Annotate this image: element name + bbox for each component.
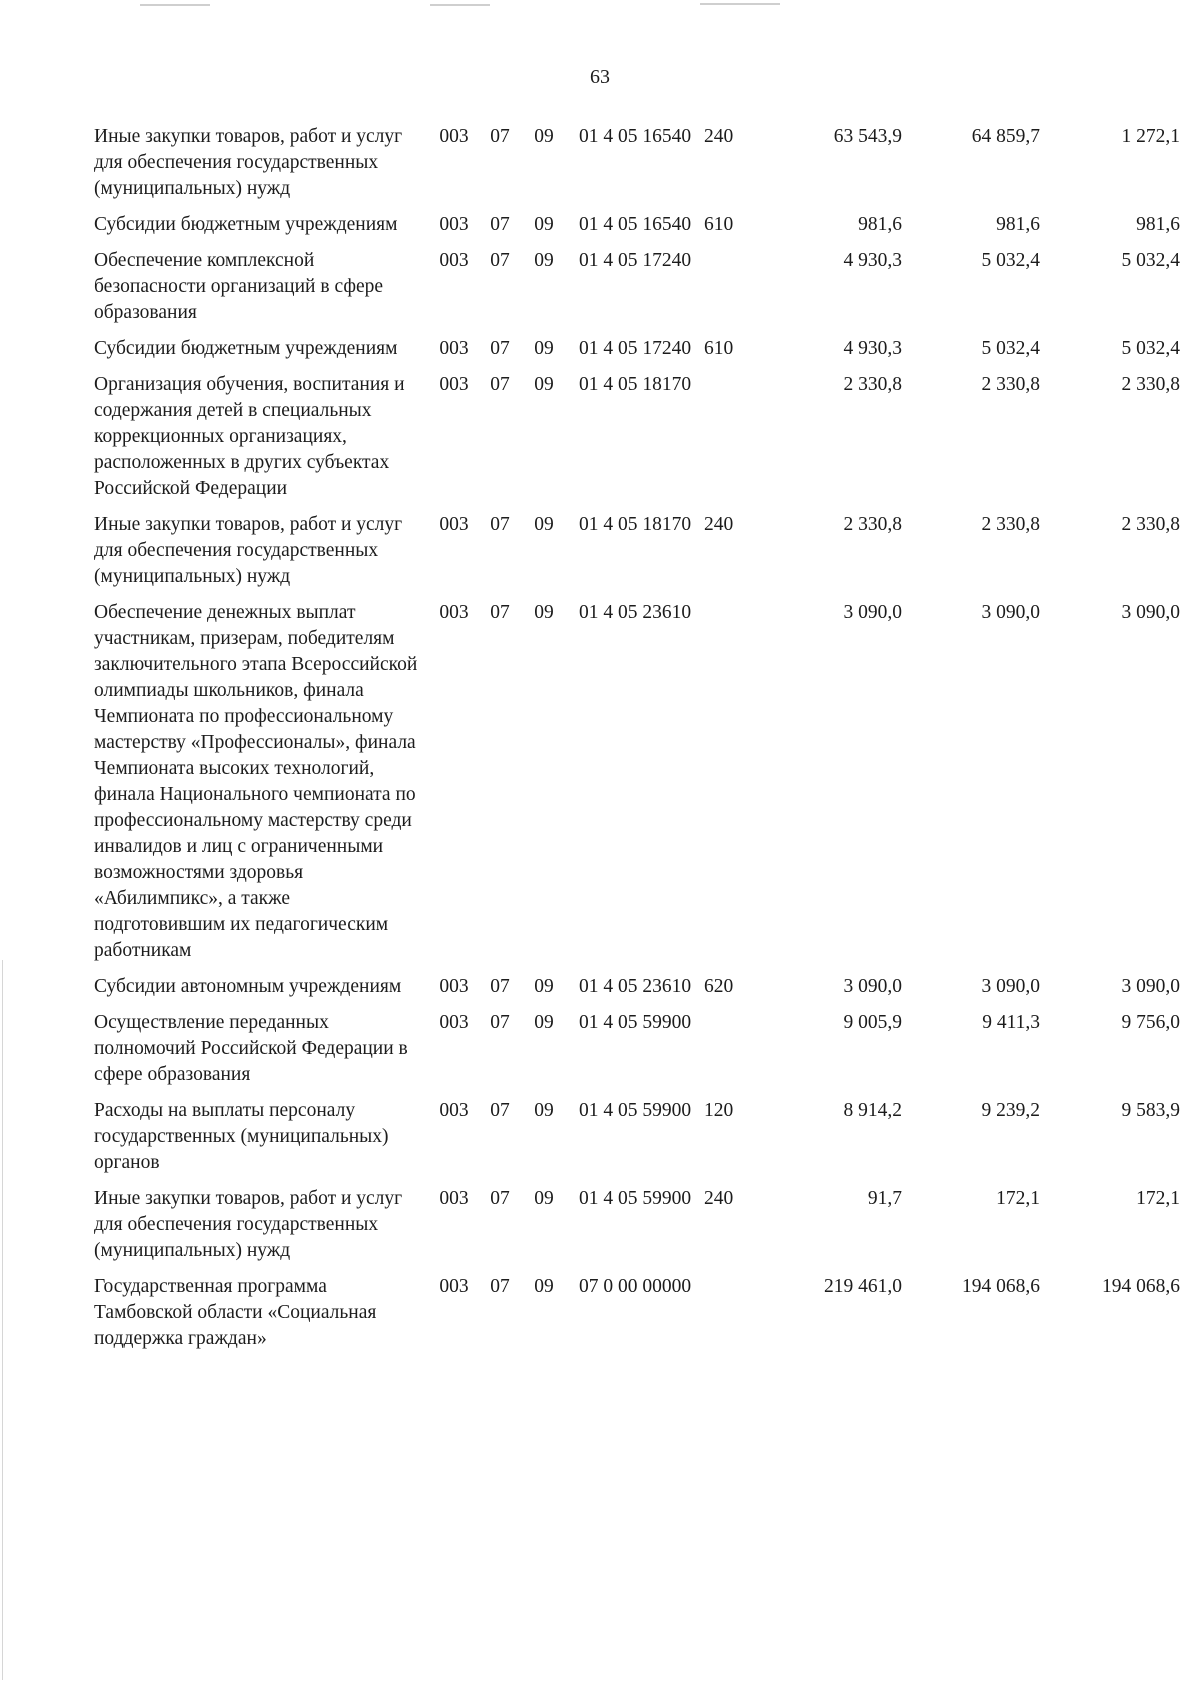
table-row	[94, 1010, 1180, 1098]
subsection-code: 09	[534, 338, 554, 359]
expense-type-code: 240	[704, 1188, 734, 1209]
expense-type-code: 610	[704, 214, 734, 235]
budget-table	[94, 124, 1180, 1362]
expense-name: Субсидии автономным учреждениям	[94, 976, 402, 997]
ministry-code: 003	[439, 1276, 469, 1297]
amount-year-3: 3 090,0	[1121, 976, 1180, 997]
expense-name: Иные закупки товаров, работ и услуг для обеспечения государственных (муниципальных) нужд	[94, 126, 403, 199]
amount-year-1: 219 461,0	[824, 1276, 902, 1297]
subsection-code: 09	[534, 976, 554, 997]
target-article-code: 01 4 05 17240	[578, 250, 692, 271]
target-article-code: 01 4 05 23610	[578, 976, 692, 997]
amount-year-1: 9 005,9	[843, 1012, 902, 1033]
scan-artifact	[700, 3, 780, 5]
amount-year-2: 172,1	[996, 1188, 1040, 1209]
expense-type-code: 240	[704, 126, 734, 147]
section-code: 07	[490, 250, 510, 271]
section-code: 07	[490, 514, 510, 535]
table-row	[94, 336, 1180, 372]
expense-name: Организация обучения, воспитания и содержания детей в специальных коррекционных организациях, расположенных в других субъектах Российской Федерации	[94, 374, 405, 499]
table-row	[94, 248, 1180, 336]
amount-year-2: 64 859,7	[971, 126, 1040, 147]
amount-year-3: 981,6	[1136, 214, 1180, 235]
section-code: 07	[490, 976, 510, 997]
subsection-code: 09	[534, 514, 554, 535]
ministry-code: 003	[439, 976, 469, 997]
amount-year-2: 981,6	[996, 214, 1040, 235]
amount-year-3: 1 272,1	[1121, 126, 1180, 147]
target-article-code: 01 4 05 18170	[578, 514, 692, 535]
expense-name: Расходы на выплаты персоналу государственных (муниципальных) органов	[94, 1100, 389, 1173]
amount-year-3: 2 330,8	[1121, 514, 1180, 535]
amount-year-3: 194 068,6	[1102, 1276, 1180, 1297]
expense-name: Обеспечение комплексной безопасности организаций в сфере образования	[94, 250, 384, 323]
target-article-code: 01 4 05 59900	[578, 1100, 692, 1121]
expense-type-code: 240	[704, 514, 734, 535]
expense-type-code: 620	[704, 976, 734, 997]
table-row	[94, 372, 1180, 512]
ministry-code: 003	[439, 602, 469, 623]
amount-year-1: 4 930,3	[843, 338, 902, 359]
subsection-code: 09	[534, 374, 554, 395]
target-article-code: 07 0 00 00000	[578, 1276, 692, 1297]
expense-type-code: 120	[704, 1100, 734, 1121]
table-row	[94, 124, 1180, 212]
amount-year-3: 5 032,4	[1121, 250, 1180, 271]
table-row	[94, 1186, 1180, 1274]
target-article-code: 01 4 05 18170	[578, 374, 692, 395]
ministry-code: 003	[439, 214, 469, 235]
table-body	[94, 124, 1180, 1362]
page-number: 63	[590, 66, 610, 88]
amount-year-2: 2 330,8	[981, 374, 1040, 395]
scan-artifact	[430, 4, 490, 6]
section-code: 07	[490, 1188, 510, 1209]
section-code: 07	[490, 1100, 510, 1121]
target-article-code: 01 4 05 59900	[578, 1012, 692, 1033]
scan-artifact	[140, 4, 210, 6]
amount-year-2: 5 032,4	[981, 338, 1040, 359]
table-row	[94, 600, 1180, 974]
target-article-code: 01 4 05 23610	[578, 602, 692, 623]
target-article-code: 01 4 05 16540	[578, 126, 692, 147]
amount-year-1: 91,7	[867, 1188, 902, 1209]
expense-name: Осуществление переданных полномочий Российской Федерации в сфере образования	[94, 1012, 408, 1085]
section-code: 07	[490, 602, 510, 623]
amount-year-1: 981,6	[858, 214, 902, 235]
subsection-code: 09	[534, 1188, 554, 1209]
ministry-code: 003	[439, 1012, 469, 1033]
subsection-code: 09	[534, 126, 554, 147]
amount-year-3: 3 090,0	[1121, 602, 1180, 623]
amount-year-3: 9 583,9	[1121, 1100, 1180, 1121]
table-row	[94, 974, 1180, 1010]
target-article-code: 01 4 05 16540	[578, 214, 692, 235]
amount-year-3: 172,1	[1136, 1188, 1180, 1209]
section-code: 07	[490, 374, 510, 395]
amount-year-2: 2 330,8	[981, 514, 1040, 535]
subsection-code: 09	[534, 602, 554, 623]
section-code: 07	[490, 1276, 510, 1297]
subsection-code: 09	[534, 250, 554, 271]
section-code: 07	[490, 1012, 510, 1033]
section-code: 07	[490, 338, 510, 359]
expense-type-code	[704, 1010, 754, 1098]
scan-edge	[2, 960, 3, 1680]
ministry-code: 003	[439, 514, 469, 535]
table-row	[94, 512, 1180, 600]
amount-year-3: 2 330,8	[1121, 374, 1180, 395]
expense-name: Государственная программа Тамбовской области «Социальная поддержка граждан»	[94, 1276, 377, 1349]
amount-year-1: 63 543,9	[833, 126, 902, 147]
expense-type-code	[704, 1274, 754, 1362]
amount-year-3: 5 032,4	[1121, 338, 1180, 359]
amount-year-3: 9 756,0	[1121, 1012, 1180, 1033]
subsection-code: 09	[534, 214, 554, 235]
ministry-code: 003	[439, 374, 469, 395]
ministry-code: 003	[439, 338, 469, 359]
amount-year-1: 8 914,2	[843, 1100, 902, 1121]
amount-year-1: 3 090,0	[843, 976, 902, 997]
expense-name: Субсидии бюджетным учреждениям	[94, 214, 398, 235]
subsection-code: 09	[534, 1012, 554, 1033]
amount-year-2: 3 090,0	[981, 976, 1040, 997]
table-row	[94, 1274, 1180, 1362]
section-code: 07	[490, 214, 510, 235]
target-article-code: 01 4 05 59900	[578, 1188, 692, 1209]
expense-name: Иные закупки товаров, работ и услуг для обеспечения государственных (муниципальных) нужд	[94, 514, 403, 587]
amount-year-1: 3 090,0	[843, 602, 902, 623]
amount-year-1: 2 330,8	[843, 374, 902, 395]
amount-year-2: 5 032,4	[981, 250, 1040, 271]
section-code: 07	[490, 126, 510, 147]
expense-type-code	[704, 372, 754, 512]
amount-year-1: 4 930,3	[843, 250, 902, 271]
ministry-code: 003	[439, 250, 469, 271]
expense-type-code	[704, 248, 754, 336]
subsection-code: 09	[534, 1100, 554, 1121]
subsection-code: 09	[534, 1276, 554, 1297]
amount-year-1: 2 330,8	[843, 514, 902, 535]
amount-year-2: 9 411,3	[982, 1012, 1040, 1033]
ministry-code: 003	[439, 126, 469, 147]
ministry-code: 003	[439, 1188, 469, 1209]
table-row	[94, 212, 1180, 248]
amount-year-2: 194 068,6	[962, 1276, 1040, 1297]
amount-year-2: 9 239,2	[981, 1100, 1040, 1121]
expense-name: Обеспечение денежных выплат участникам, призерам, победителям заключительного этапа Всероссийской олимпиады школьников, финала Чемпионата по профессиональному мастерству «Профессионалы», финала Чемпионата высоких технологий, финала Национального чемпионата по профессиональному мастерству среди инвалидов и лиц с ограниченными возможностями здоровья «Абилимпикс», а также подготовившим их педагогическим работникам	[94, 602, 418, 961]
expense-name: Субсидии бюджетным учреждениям	[94, 338, 398, 359]
ministry-code: 003	[439, 1100, 469, 1121]
amount-year-2: 3 090,0	[981, 602, 1040, 623]
expense-type-code: 610	[704, 338, 734, 359]
expense-type-code	[704, 600, 754, 974]
expense-name: Иные закупки товаров, работ и услуг для обеспечения государственных (муниципальных) нужд	[94, 1188, 403, 1261]
table-row	[94, 1098, 1180, 1186]
target-article-code: 01 4 05 17240	[578, 338, 692, 359]
